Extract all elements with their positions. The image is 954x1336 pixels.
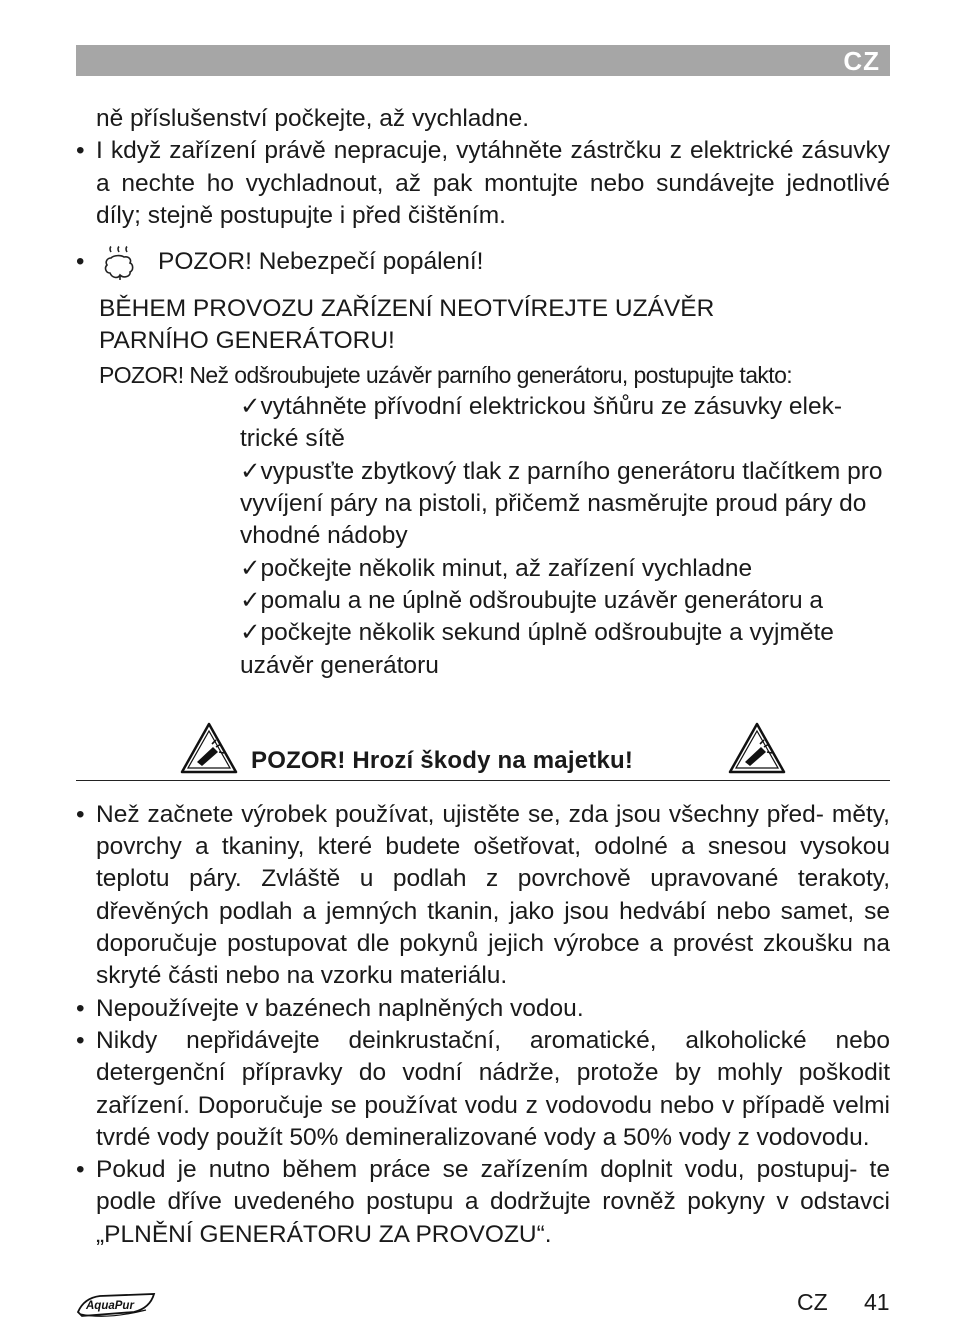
unplug-bullet: • I když zařízení právě nepracuje, vytáhněte zástrčku z elektrické zásuvky a nechte ho vychladnout, až pak montujte nebo sundávejte jednotlivé díly; stejně postupujte i před čištěním. bbox=[76, 135, 890, 232]
logo-text: AquaPur bbox=[86, 1300, 134, 1312]
steam-steps-list bbox=[240, 391, 890, 682]
continuation-text: ně příslušenství počkejte, až vychladne. bbox=[96, 105, 530, 132]
steam-step: ✓pomalu a ne úplně odšroubujte uzávěr generátoru a bbox=[240, 586, 824, 614]
property-warning bbox=[76, 718, 890, 790]
damage-warning-icon bbox=[728, 722, 786, 774]
property-warning-title: POZOR! Hrozí škody na majetku! bbox=[251, 746, 634, 774]
list-item: • Pokud je nutno během práce se zařízením doplnit vodu, postupuj- te podle dříve uvedeného postupu a dodržujte rovněž pokyny v odstavci „PLNĚNÍ GENERÁTORU ZA PROVOZU“. bbox=[76, 1154, 890, 1251]
bullet-dot: • bbox=[76, 248, 85, 276]
damage-warning-icon bbox=[180, 722, 238, 774]
burn-warning bbox=[76, 245, 890, 279]
section-divider bbox=[76, 780, 890, 781]
steam-generator-warning bbox=[99, 293, 890, 357]
burn-warning-text: POZOR! Nebezpečí popálení! bbox=[158, 248, 484, 276]
steam-step: ✓počkejte několik minut, až zařízení vychladne bbox=[240, 554, 753, 582]
aquapur-logo bbox=[76, 1290, 156, 1320]
list-item: • Nepoužívejte v bazénech naplněných vodou. bbox=[76, 993, 890, 1025]
header-bar bbox=[76, 45, 890, 76]
safety-bullet-list bbox=[76, 799, 890, 1251]
footer-language: CZ bbox=[797, 1289, 828, 1315]
list-item: • Nikdy nepřidávejte deinkrustační, aromatické, alkoholické nebo detergenční přípravky do vodní nádrže, protože by mohly poškodit zařízení. Doporučuje se používat vodu z vodovodu nebo v případě velmi tvrdé vody použít 50% demineralizované vody a 50% vody z vodovodu. bbox=[76, 1025, 890, 1154]
page-content bbox=[76, 103, 890, 1251]
steam-warning-line-1: BĚHEM PROVOZU ZAŘÍZENÍ NEOTVÍREJTE UZÁVĚR bbox=[99, 295, 715, 323]
steam-step: ✓vypusťte zbytkový tlak z parního generátoru tlačítkem pro vyvíjení páry na pistoli, přičemž nasměrujte proud páry do vhodné nádoby bbox=[240, 457, 883, 550]
steam-note: POZOR! Než odšroubujete uzávěr parního generátoru, postupujte takto: bbox=[99, 362, 793, 389]
steam-warning-line-2: PARNÍHO GENERÁTORU! bbox=[99, 327, 395, 355]
steam-step: ✓počkejte několik sekund úplně odšroubujte a vyjměte uzávěr generátoru bbox=[240, 619, 834, 679]
page-number: 41 bbox=[864, 1289, 890, 1315]
steam-step: ✓vytáhněte přívodní elektrickou šňůru ze zásuvky elek- trické sítě bbox=[240, 393, 843, 453]
header-language-code: CZ bbox=[843, 46, 880, 76]
hot-surface-icon bbox=[100, 245, 138, 283]
list-item: • Než začnete výrobek používat, ujistěte se, zda jsou všechny před- měty, povrchy a tkaniny, které budete ošetřovat, odolné a snesou vysokou teplotu páry. Zvláště u podlah z povrchově upravované terakoty, dřevěných podlah a jemných tkanin, jako jsou hedvábí nebo samet, se doporučuje postupovat dle pokynů jejich výrobce a provést zkoušku na skryté části nebo na vzorku materiálu. bbox=[76, 799, 890, 993]
